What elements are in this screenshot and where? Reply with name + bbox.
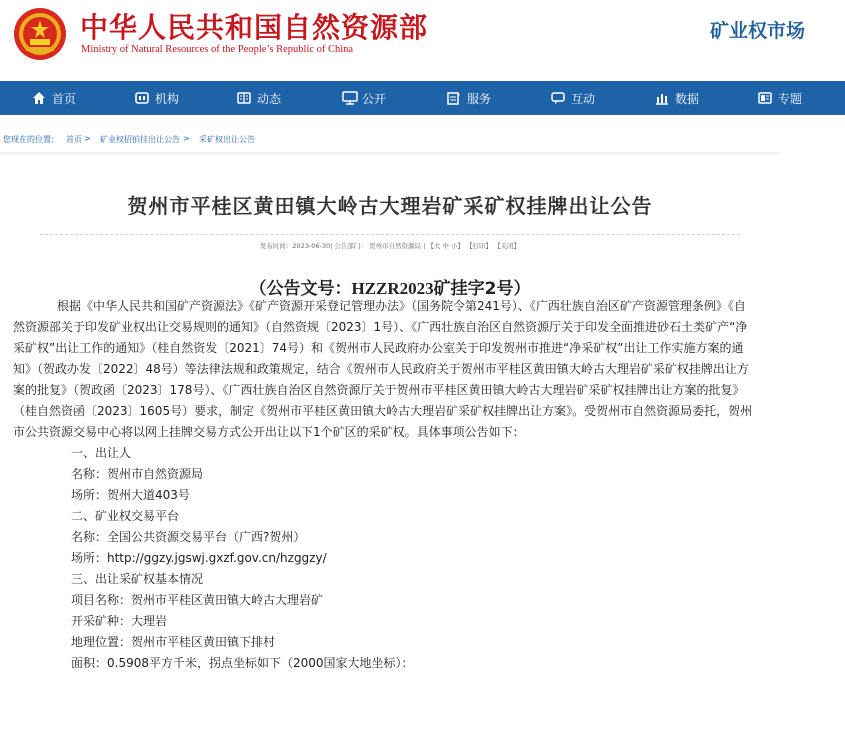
nav-label: 机构 [155, 91, 180, 106]
doc-no-code: HZZR2023 [351, 279, 434, 298]
nav-news[interactable] [237, 81, 281, 115]
site-header [0, 0, 845, 78]
body-line: 三、出让采矿权基本情况 [71, 572, 204, 586]
body-line: 名称：全国公共资源交易平台（广西?贺州） [71, 530, 306, 544]
body-line: 名称：贺州市自然资源局 [71, 467, 204, 481]
nav-service[interactable] [447, 81, 491, 115]
intro-paragraph: 根据《中华人民共和国矿产资源法》《矿产资源开采登记管理办法》（国务院令第241号）、《广西壮族自治区矿产资源管理条例》《自然资源部关于印发矿业权出让交易规则的通知》（自然资规〔2023〕1号）、《广西壮族自治区自然资源厅关于印发全面推进砂石土类矿产“净采矿权”出让工作的通知》（桂自然资发〔2021〕74号）和《贺州市人民政府办公室关于印发贺州市推进“净采矿权”出让工作实施方案的通知》（贺政办发〔2022〕48号）等法律法规和政策规定，结合《贺州市人民政府关于贺州市平桂区黄田镇大岭古大理岩矿采矿权挂牌出让方案的批复》（贺政函〔2023〕178号）、《广西壮族自治区自然资源厅关于贺州市平桂区黄田镇大岭古大理岩矿采矿权挂牌出让方案的批复》（桂自然资函〔2023〕1605号）要求，制定《贺州市平桂区黄田镇大岭古大理岩矿采矿权挂牌出让方案》。受贺州市自然资源局委托，贺州市公共资源交易中心将以网上挂牌交易方式公开出让以下1个矿区的采矿权。具体事项公告如下： [13, 299, 753, 439]
breadcrumb-home[interactable]: 首页 [66, 135, 82, 144]
main-nav [0, 81, 845, 115]
breadcrumb-level2[interactable]: 采矿权出让公告 [199, 135, 255, 144]
site-title-en: Ministry of Natural Resources of the People’s Republic of China [81, 44, 354, 55]
body-line: 二、矿业权交易平台 [71, 509, 180, 523]
nav-label: 数据 [675, 91, 700, 106]
article-title: 贺州市平桂区黄田镇大岭古大理岩矿采矿权挂牌出让公告 [127, 194, 653, 218]
topic-icon [758, 91, 772, 105]
breadcrumb-shadow [0, 152, 780, 156]
nav-interact[interactable] [551, 81, 595, 115]
body-line: 场所：贺州大道403号 [71, 488, 190, 502]
home-icon [32, 91, 46, 105]
body-line: 场所：http://ggzy.jgswj.gxzf.gov.cn/hzggzy/ [71, 551, 327, 565]
nav-org[interactable] [135, 81, 179, 115]
article-meta: 发布时间：2023-06-30| 公告部门： 贺州市自然资源局 | 【大 中 小】 【打印】 【关闭】 [259, 242, 521, 250]
org-icon [135, 91, 149, 105]
nav-label: 互动 [571, 91, 596, 106]
public-icon [342, 91, 356, 105]
breadcrumb-sep: > [183, 134, 190, 143]
service-icon [447, 91, 461, 105]
breadcrumb [0, 126, 780, 153]
nav-label: 动态 [257, 91, 282, 106]
nav-public[interactable] [342, 81, 386, 115]
news-icon [237, 91, 251, 105]
data-icon [655, 91, 669, 105]
nav-home[interactable] [32, 81, 76, 115]
nav-topic[interactable] [758, 81, 802, 115]
body-line: 地理位置：贺州市平桂区黄田镇下排村 [71, 635, 276, 649]
doc-no-prefix: （公告文号： [249, 279, 352, 299]
nav-label: 专题 [778, 91, 803, 106]
body-line: 开采矿种：大理岩 [71, 614, 168, 628]
interact-icon [551, 91, 565, 105]
body-line: 一、出让人 [71, 446, 132, 460]
body-line: 项目名称：贺州市平桂区黄田镇大岭古大理岩矿 [71, 593, 324, 607]
site-title-cn: 中华人民共和国自然资源部 [80, 11, 429, 44]
section-name[interactable]: 矿业权市场 [709, 20, 805, 42]
nav-label: 首页 [52, 91, 77, 106]
nav-label: 服务 [467, 91, 492, 106]
doc-no-suffix: 矿挂字2号） [433, 279, 531, 299]
nav-data[interactable] [655, 81, 699, 115]
meta-divider [40, 234, 740, 236]
nav-label: 公开 [362, 91, 387, 106]
body-line: 面积：0.5908平方千米，拐点坐标如下（2000国家大地坐标）： [71, 656, 414, 670]
breadcrumb-prefix: 您现在的位置： [3, 135, 59, 144]
national-emblem-icon [12, 6, 68, 62]
article-body [13, 296, 753, 674]
breadcrumb-sep: > [84, 134, 91, 143]
breadcrumb-level1[interactable]: 矿业权招拍挂出让公告 [100, 135, 180, 144]
